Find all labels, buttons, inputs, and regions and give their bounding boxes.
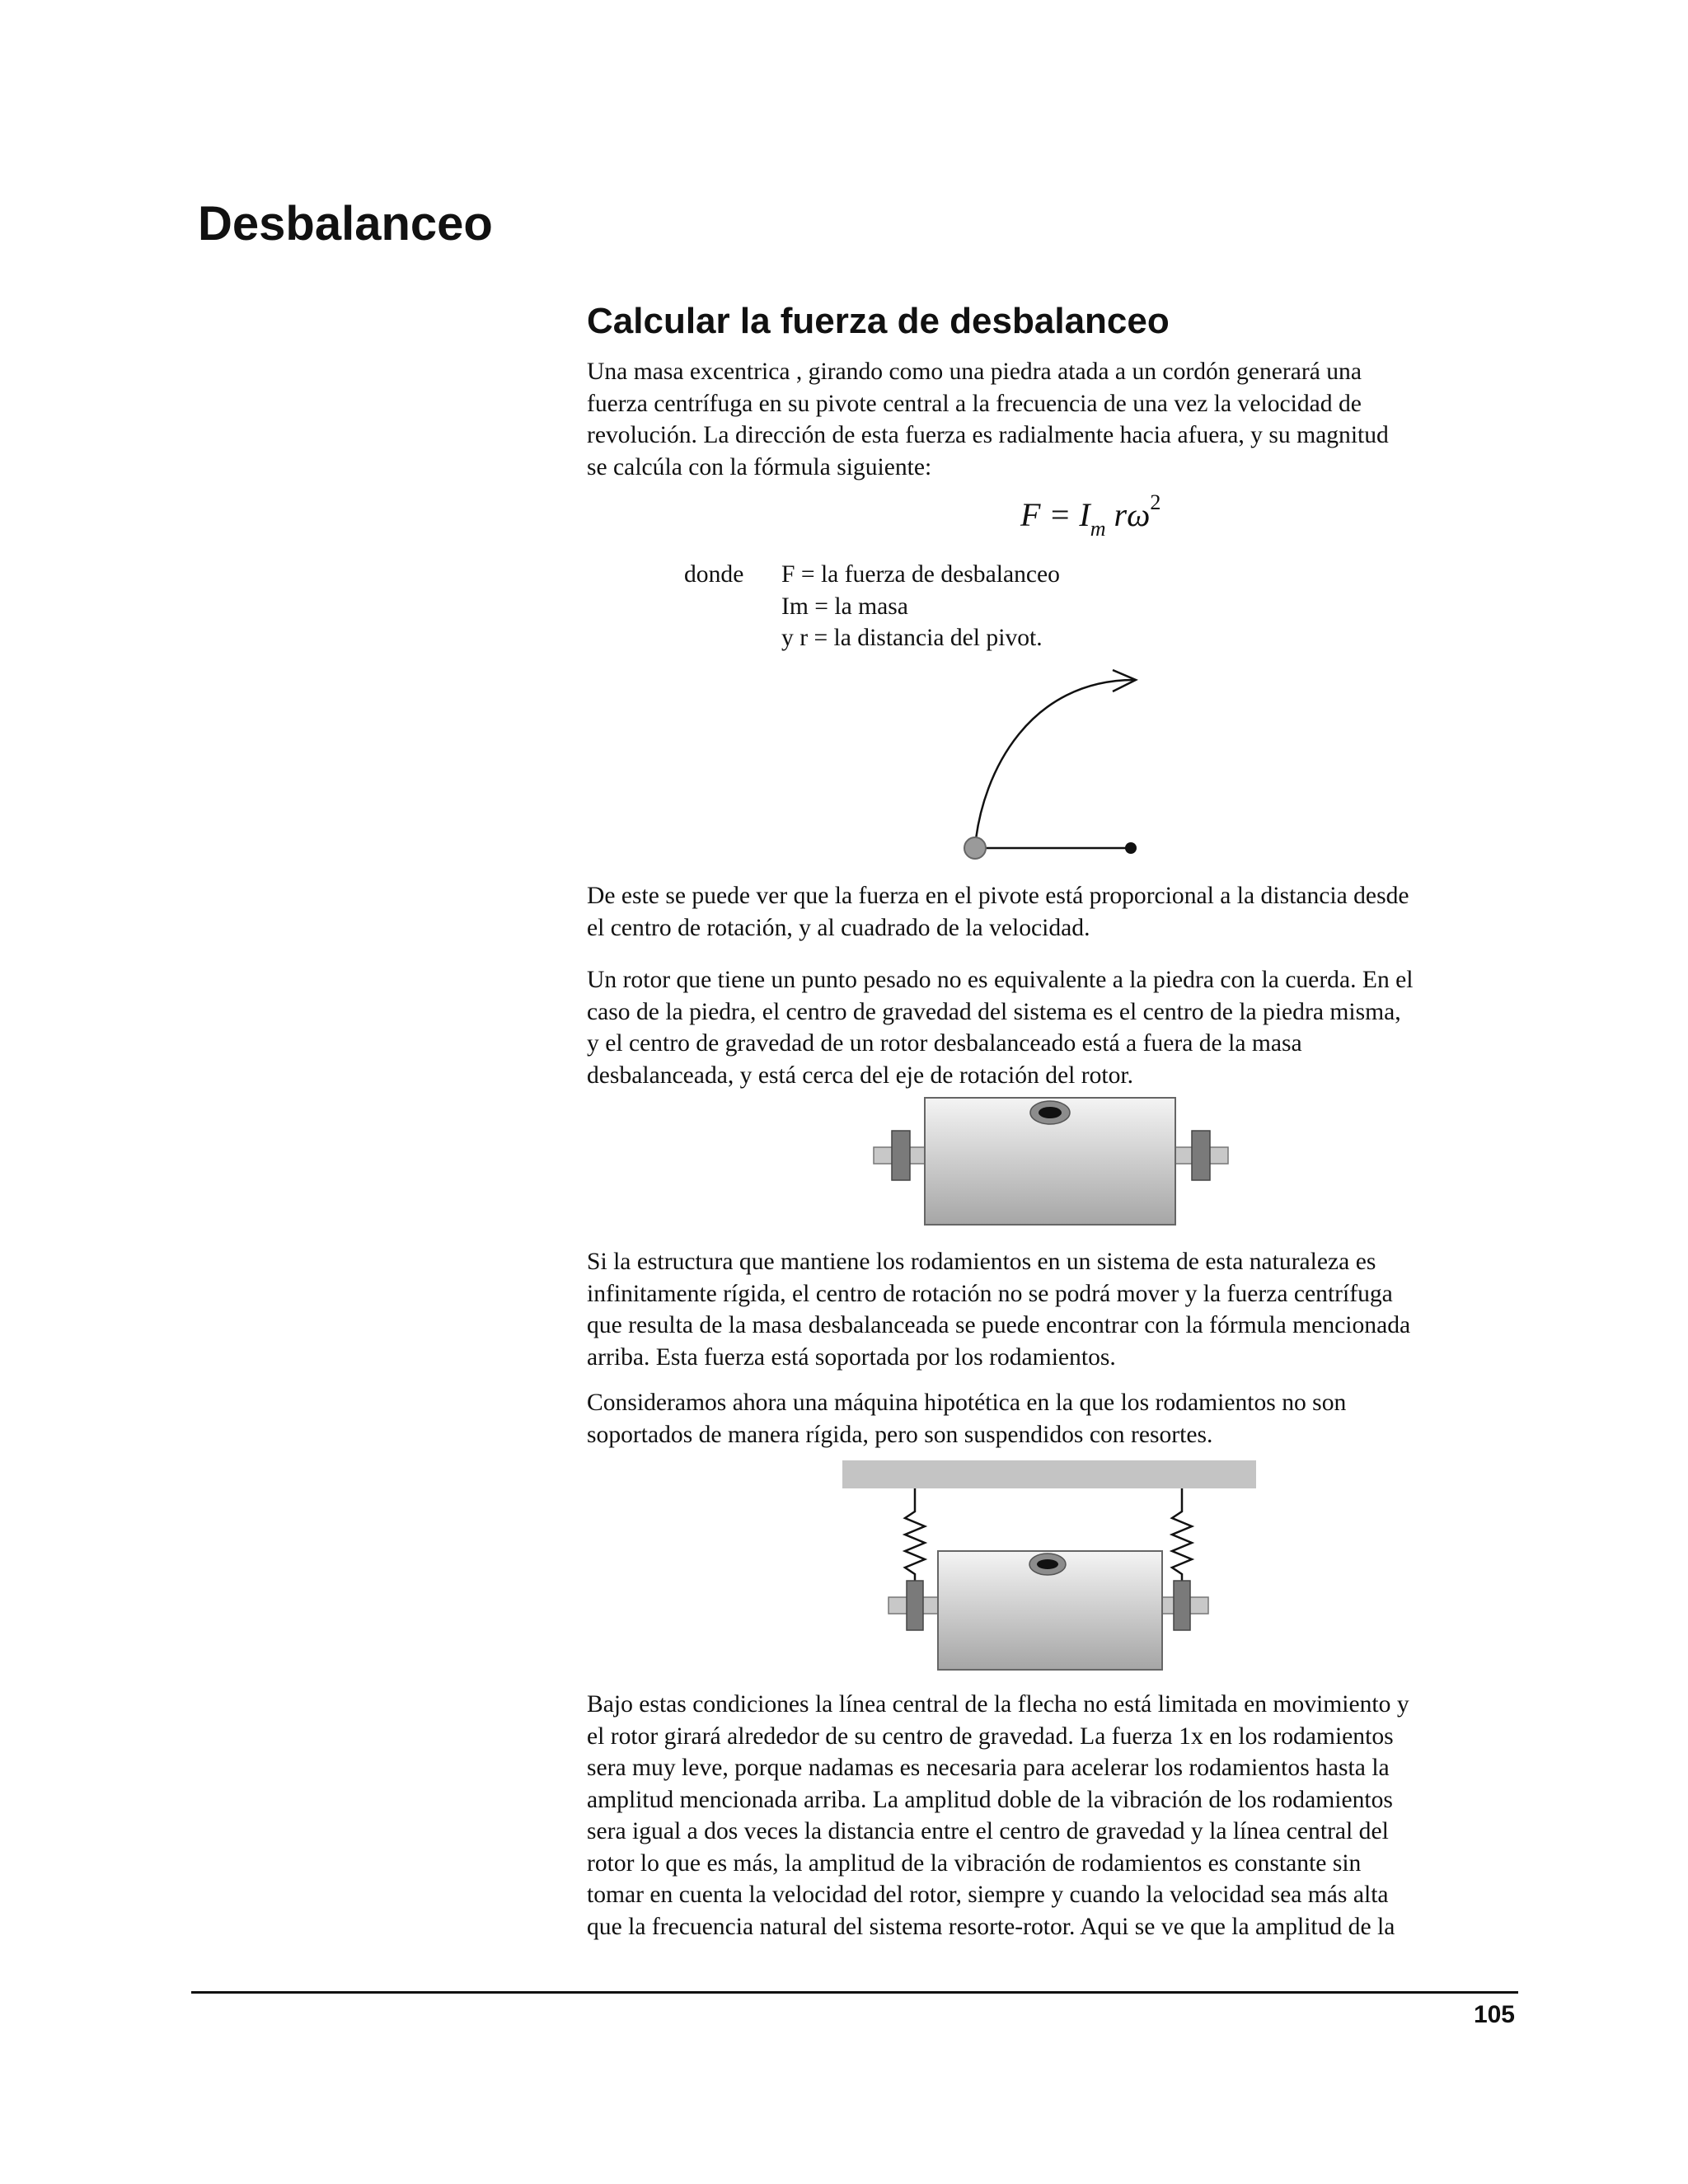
formula-superscript: 2	[1150, 490, 1161, 514]
page-number: 105	[1473, 2001, 1515, 2028]
right-bearing	[1192, 1131, 1210, 1180]
paragraph-4: Consideramos ahora una máquina hipotética en la que los rodamientos no son soportados de manera rígida, pero son suspendidos con resortes.	[587, 1390, 1347, 1448]
left-bearing	[892, 1131, 910, 1180]
paragraph-3: Si la estructura que mantiene los rodamientos en un sistema de esta naturaleza es infinitamente rígida, el centro de rotación no se podrá mover y la fuerza centrífuga que resulta de la masa desbalanceada se puede encontrar con la fórmula mencionada arriba. Esta fuerza está soportada por los rodamientos.	[587, 1249, 1411, 1371]
section-title: Calcular la fuerza de desbalanceo	[587, 301, 1170, 341]
left-spring	[905, 1488, 925, 1591]
paragraph-1: De este se puede ver que la fuerza en el pivote está proporcional a la distancia desde el centro de rotación, y al cuadrado de la velocidad.	[587, 883, 1409, 941]
unbalance-force-formula	[1020, 490, 1185, 553]
paragraph-5: Bajo estas condiciones la línea central de la flecha no está limitada en movimiento y el rotor girará alrededor de su centro de gravedad. La fuerza 1x en los rodamientos sera muy leve, porque nadamas es necesaria para acelerar los rodamientos hasta la amplitud mencionada arriba. La amplitud doble de la vibración de los rodamientos sera igual a dos veces la distancia entre el centro de gravedad y la línea central del rotor lo que es más, la amplitud de la vibración de rodamientos es constante sin tomar en cuenta la velocidad del rotor, siempre y cuando la velocidad sea más alta que la frecuencia natural del sistema resorte-rotor. Aqui se ve que la amplitud de la	[587, 1691, 1409, 1940]
formula-lhs: F = I	[1020, 496, 1090, 533]
support-beam	[842, 1460, 1256, 1488]
spring-suspended-rotor-diagram	[842, 1460, 1271, 1675]
footer-rule	[191, 1991, 1518, 1994]
right-spring	[1172, 1488, 1192, 1591]
variable-definitions: F = la fuerza de desbalanceo Im = la masa y r = la distancia del pivot.	[781, 561, 1060, 651]
where-label: donde	[684, 561, 744, 588]
stone-rotation-diagram	[940, 663, 1154, 869]
stone-mass	[964, 837, 986, 859]
rotation-arc	[975, 680, 1134, 846]
intro-paragraph: Una masa excentrica , girando como una piedra atada a un cordón generará una fuerza centrífuga en su pivote central a la frecuencia de una vez la velocidad de revolución. La dirección de esta fuerza es radialmente hacia afuera, y su magnitud se calcúla con la fórmula siguiente:	[587, 359, 1389, 480]
rigid-rotor-diagram	[874, 1096, 1253, 1244]
right-bearing	[1174, 1581, 1190, 1630]
formula-rhs: rω	[1105, 496, 1151, 533]
left-bearing	[907, 1581, 923, 1630]
page-title: Desbalanceo	[198, 197, 493, 251]
pivot-point	[1125, 842, 1137, 854]
formula-subscript: m	[1090, 517, 1106, 541]
paragraph-2: Un rotor que tiene un punto pesado no es equivalente a la piedra con la cuerda. En el caso de la piedra, el centro de gravedad del sistema es el centro de la piedra misma, y el centro de gravedad de un rotor desbalanceado está a fuera de la masa desbalanceada, y está cerca del eje de rotación del rotor.	[587, 967, 1414, 1089]
